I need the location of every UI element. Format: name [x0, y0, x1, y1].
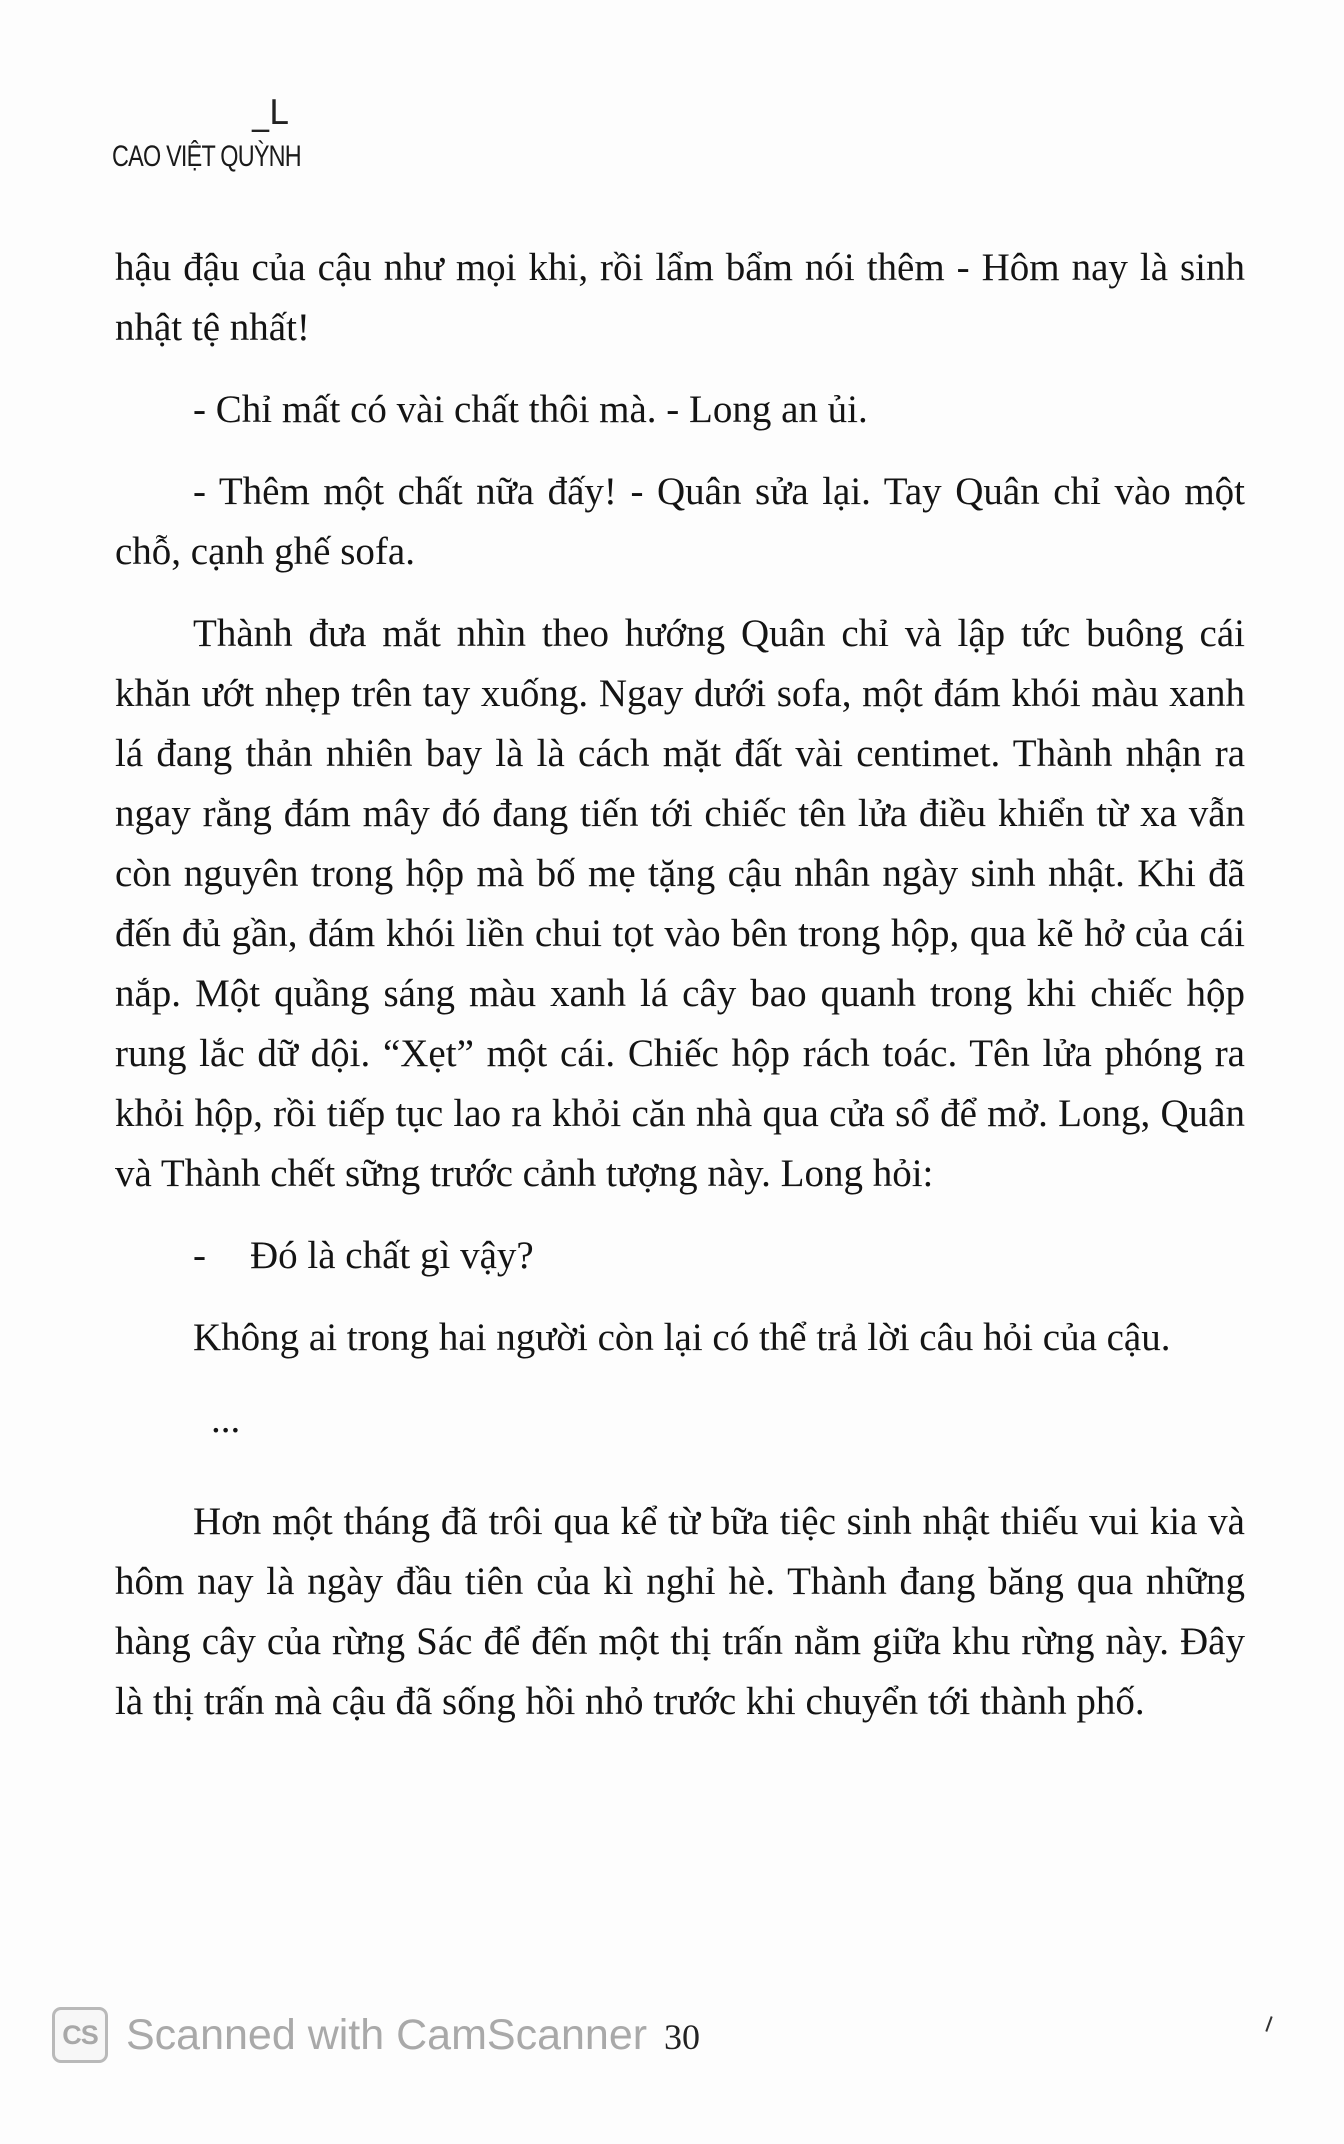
- dash-marker: -: [193, 1234, 206, 1277]
- camscanner-watermark: [52, 2000, 647, 2070]
- header-decorative-mark: _L: [252, 93, 288, 133]
- section-break-ellipsis: ...: [211, 1398, 241, 1441]
- paragraph-dialog-1: - Chỉ mất có vài chất thôi mà. - Long an ủi.: [193, 388, 868, 431]
- camscanner-watermark-text: Scanned with CamScanner: [126, 2010, 648, 2059]
- paragraph-dialog-2: - Thêm một chất nữa đấy! - Quân sửa lại. Tay Quân chỉ vào một chỗ, cạnh ghế sofa.: [115, 470, 1245, 573]
- paragraph-1: hậu đậu của cậu như mọi khi, rồi lẩm bẩm nói thêm - Hôm nay là sinh nhật tệ nhất!: [115, 246, 1245, 349]
- scan-speck: [1265, 2016, 1272, 2032]
- paragraph-question: [115, 1226, 1245, 1286]
- paragraph-summer: Hơn một tháng đã trôi qua kể từ bữa tiệc sinh nhật thiếu vui kia và hôm nay là ngày đầu tiên của kì nghỉ hè. Thành đang băng qua những hàng cây của rừng Sác để đến một thị trấn nằm giữa khu rừng này. Đây là thị trấn mà cậu đã sống hồi nhỏ trước khi chuyển tới thành phố.: [115, 1500, 1245, 1723]
- camscanner-logo-icon: CS: [52, 2007, 108, 2063]
- question-text: Đó là chất gì vậy?: [250, 1234, 534, 1277]
- body-text: [115, 238, 1245, 1754]
- running-head-author: CAO VIỆT QUỲNH: [112, 140, 301, 173]
- paragraph-narrative: Thành đưa mắt nhìn theo hướng Quân chỉ và lập tức buông cái khăn ướt nhẹp trên tay xuống. Ngay dưới sofa, một đám khói màu xanh lá đang thản nhiên bay là là cách mặt đất vài centimet. Thành nhận ra ngay rằng đám mây đó đang tiến tới chiếc tên lửa điều khiển từ xa vẫn còn nguyên trong hộp mà bố mẹ tặng cậu nhân ngày sinh nhật. Khi đã đến đủ gần, đám khói liền chui tọt vào bên trong hộp, qua kẽ hở của cái nắp. Một quầng sáng màu xanh lá cây bao quanh trong khi chiếc hộp rung lắc dữ dội. “Xẹt” một cái. Chiếc hộp rách toác. Tên lửa phóng ra khỏi hộp, rồi tiếp tục lao ra khỏi căn nhà qua cửa sổ để mở. Long, Quân và Thành chết sững trước cảnh tượng này. Long hỏi:: [115, 612, 1245, 1195]
- paragraph-no-answer: Không ai trong hai người còn lại có thể trả lời câu hỏi của cậu.: [193, 1316, 1171, 1359]
- page-number: 30: [664, 2017, 700, 2057]
